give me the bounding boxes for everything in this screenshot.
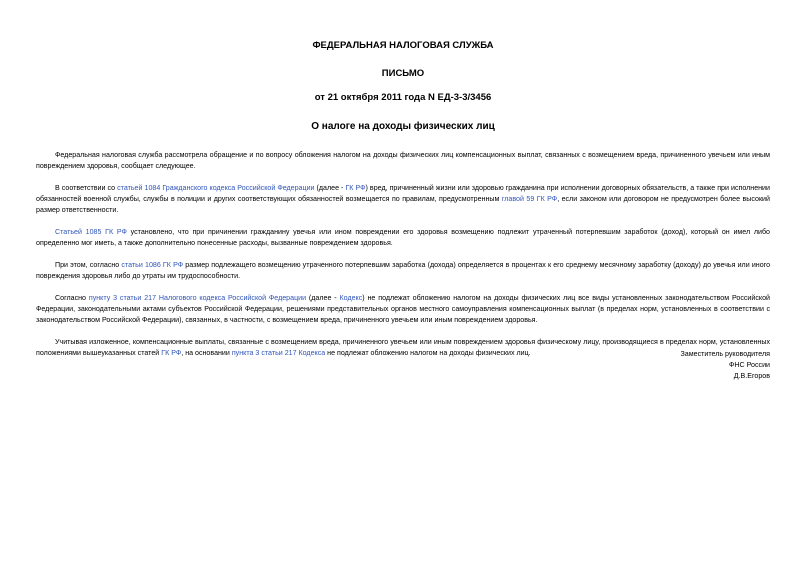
agency-title: ФЕДЕРАЛЬНАЯ НАЛОГОВАЯ СЛУЖБА [312, 40, 494, 51]
paragraph-text: Федеральная налоговая служба рассмотрела обращение и по вопросу обложения налогом на доходы физических лиц компенсационных выплат, связанных с возмещением вреда, причиненного увечьем или иным повреждением здоровья, сообщает следующее. [36, 151, 770, 170]
paragraph-2 [36, 183, 770, 216]
paragraph-text: размер подлежащего возмещению утраченного потерпевшим заработка (дохода) определяется в процентах к его среднему месячному заработку (доходу) до увечья или иного повреждения здоровья либо до утраты им трудоспособности. [36, 261, 771, 280]
paragraph-text: (далее - [306, 294, 340, 302]
link-tax-code[interactable]: Кодекс [339, 294, 363, 302]
paragraph-text: В соответствии со [55, 184, 118, 192]
link-civil-code-article-1085[interactable]: Статьей 1085 ГК РФ [55, 228, 127, 236]
signature-position: Заместитель руководителя [680, 350, 770, 358]
paragraph-text: Согласно [55, 294, 89, 302]
link-civil-code-ref[interactable]: ГК РФ [161, 349, 182, 357]
paragraph-text: Учитывая изложенное, компенсационные выплаты, связанные с возмещением вреда, причиненного увечьем или иным повреждением здоровья физическому лицу, производящиеся в пределах норм, установленных положениями вышеуказанных статей [36, 338, 770, 357]
link-civil-code-article-1086[interactable]: статьи 1086 ГК РФ [121, 261, 184, 269]
paragraph-text: (далее - [314, 184, 346, 192]
paragraph-text: установлено, что при причинении гражданину увечья или ином повреждении его здоровья возмещению подлежит утраченный потерпевшим заработок (доход), который он имел либо определенно мог иметь, а также дополнительно понесенные расходы, вызванные повреждением здоровья. [36, 228, 770, 247]
signature-name: Д.В.Егоров [733, 372, 770, 380]
paragraph-text: При этом, согласно [55, 261, 122, 269]
paragraph-6 [36, 337, 770, 359]
paragraph-text: , если законом или договором не предусмотрен более высокий размер ответственности. [36, 195, 770, 214]
letter-body [36, 150, 770, 359]
link-civil-code-chapter-59[interactable]: главой 59 ГК РФ [501, 195, 558, 203]
paragraph-text: ) вред, причиненный жизни или здоровью гражданина при исполнении договорных обязательств, а также при исполнении обязанностей военной службы, службы в полиции и других соответствующих обязанностей возмещается по правилам, предусмотренным [36, 184, 770, 203]
link-tax-code-article-217-item-3-ref[interactable]: пункта 3 статьи 217 Кодекса [231, 349, 326, 357]
paragraph-text: не подлежат обложению налогом на доходы физических лиц. [325, 349, 531, 357]
paragraph-text: ) не подлежат обложению налогом на доходы физических лиц все виды установленных законодательством Российской Федерации, законодательными актами субъектов Российской Федерации, решениями представительных органов местного самоуправления компенсационных выплат (в пределах норм, установленных в соответствии с законодательством Российской Федерации), связанных, в частности, с возмещением вреда, причиненного увечьем или иным повреждением здоровья. [36, 294, 770, 324]
paragraph-4 [36, 260, 770, 282]
document-page [36, 40, 770, 370]
paragraph-text: , на основании [181, 349, 232, 357]
paragraph-5 [36, 293, 770, 326]
link-civil-code[interactable]: ГК РФ [345, 184, 366, 192]
paragraph-1 [36, 150, 770, 172]
link-civil-code-article-1084[interactable]: статьей 1084 Гражданского кодекса Российской Федерации [117, 184, 315, 192]
document-subject: О налоге на доходы физических лиц [311, 121, 495, 132]
signature-block [681, 349, 770, 382]
document-type: ПИСЬМО [381, 68, 425, 79]
signature-org: ФНС России [729, 361, 770, 369]
link-tax-code-article-217-item-3[interactable]: пункту 3 статьи 217 Налогового кодекса Российской Федерации [88, 294, 307, 302]
paragraph-3 [36, 227, 770, 249]
document-date-number: от 21 октября 2011 года N ЕД-3-3/3456 [314, 92, 492, 103]
